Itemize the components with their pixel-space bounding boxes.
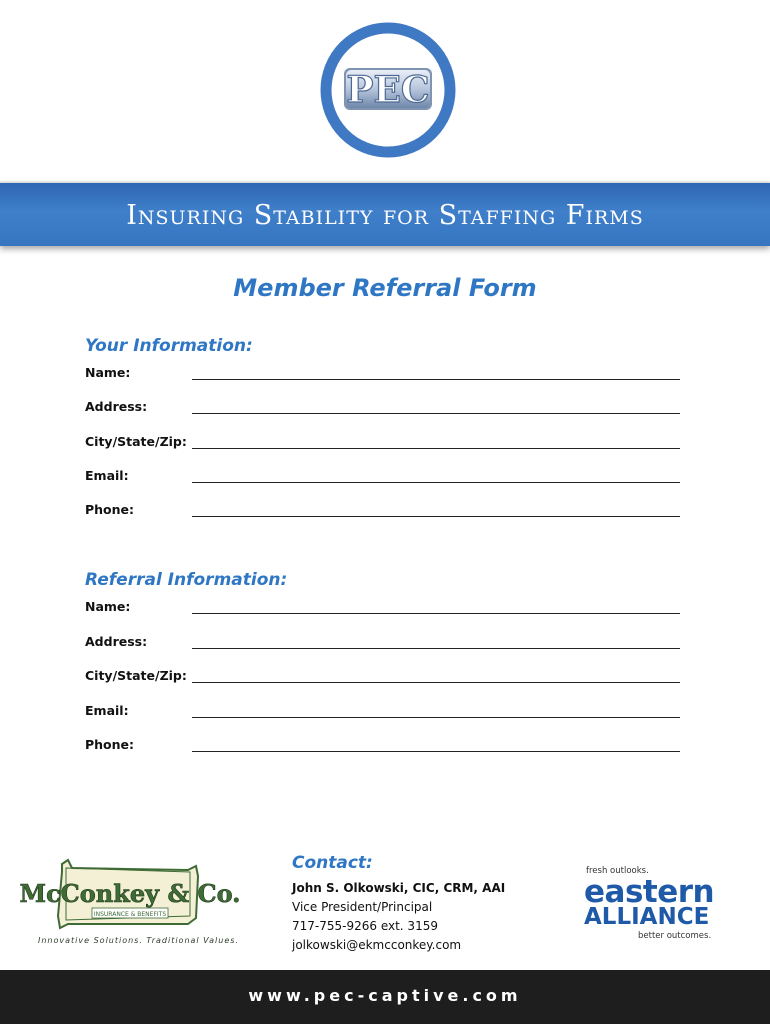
field-label: Phone: bbox=[85, 502, 135, 517]
field-label: Address: bbox=[85, 399, 148, 414]
field-label: Name: bbox=[85, 365, 131, 380]
fill-in-line[interactable] bbox=[192, 379, 680, 380]
eastern-word: eastern bbox=[584, 874, 715, 910]
fill-in-line[interactable] bbox=[192, 682, 680, 683]
contact-heading: Contact: bbox=[292, 853, 373, 873]
field-label: City/State/Zip: bbox=[85, 434, 187, 449]
mcconkey-subline: INSURANCE & BENEFITS bbox=[93, 911, 167, 918]
your-address-field[interactable] bbox=[85, 399, 680, 421]
your-email-field[interactable] bbox=[85, 468, 680, 490]
mcconkey-logo bbox=[19, 858, 241, 953]
eastern-bottom-tagline: better outcomes. bbox=[638, 931, 712, 941]
field-label: Address: bbox=[85, 634, 148, 649]
your-phone-field[interactable] bbox=[85, 502, 680, 524]
eastern-top-tagline: fresh outlooks. bbox=[586, 866, 649, 876]
pec-logo-text: PEC bbox=[346, 69, 430, 111]
fill-in-line[interactable] bbox=[192, 516, 680, 517]
referral-city-state-zip-field[interactable] bbox=[85, 668, 680, 690]
referral-phone-field[interactable] bbox=[85, 737, 680, 759]
your-city-state-zip-field[interactable] bbox=[85, 434, 680, 456]
fill-in-line[interactable] bbox=[192, 751, 680, 752]
fill-in-line[interactable] bbox=[192, 448, 680, 449]
referral-information-heading: Referral Information: bbox=[85, 570, 288, 590]
referral-name-field[interactable] bbox=[85, 599, 680, 621]
alliance-word: ALLIANCE bbox=[584, 904, 710, 930]
field-label: Phone: bbox=[85, 737, 135, 752]
fill-in-line[interactable] bbox=[192, 613, 680, 614]
fill-in-line[interactable] bbox=[192, 413, 680, 414]
fill-in-line[interactable] bbox=[192, 648, 680, 649]
field-label: Email: bbox=[85, 468, 129, 483]
mcconkey-name: McConkey & Co. bbox=[19, 879, 241, 908]
mcconkey-tagline: Innovative Solutions. Traditional Values. bbox=[38, 936, 239, 945]
website-link[interactable]: www.pec-captive.com bbox=[248, 986, 522, 1005]
your-information-heading: Your Information: bbox=[85, 336, 253, 356]
form-title: Member Referral Form bbox=[233, 274, 537, 302]
referral-email-field[interactable] bbox=[85, 703, 680, 725]
contact-email[interactable]: jolkowski@ekmcconkey.com bbox=[292, 938, 462, 952]
contact-name: John S. Olkowski, CIC, CRM, AAI bbox=[292, 881, 506, 895]
eastern-alliance-logo bbox=[584, 866, 734, 946]
contact-phone[interactable]: 717-755-9266 ext. 3159 bbox=[292, 919, 438, 933]
contact-role: Vice President/Principal bbox=[292, 900, 433, 914]
footer-bar bbox=[0, 970, 770, 1024]
your-name-field[interactable] bbox=[85, 365, 680, 387]
fill-in-line[interactable] bbox=[192, 717, 680, 718]
contact-block bbox=[292, 853, 552, 955]
banner-tagline: Insuring Stability for Staffing Firms bbox=[126, 200, 644, 231]
referral-address-field[interactable] bbox=[85, 634, 680, 656]
field-label: Email: bbox=[85, 703, 129, 718]
header-banner bbox=[0, 183, 770, 246]
pec-logo bbox=[318, 20, 458, 160]
fill-in-line[interactable] bbox=[192, 482, 680, 483]
field-label: City/State/Zip: bbox=[85, 668, 187, 683]
field-label: Name: bbox=[85, 599, 131, 614]
